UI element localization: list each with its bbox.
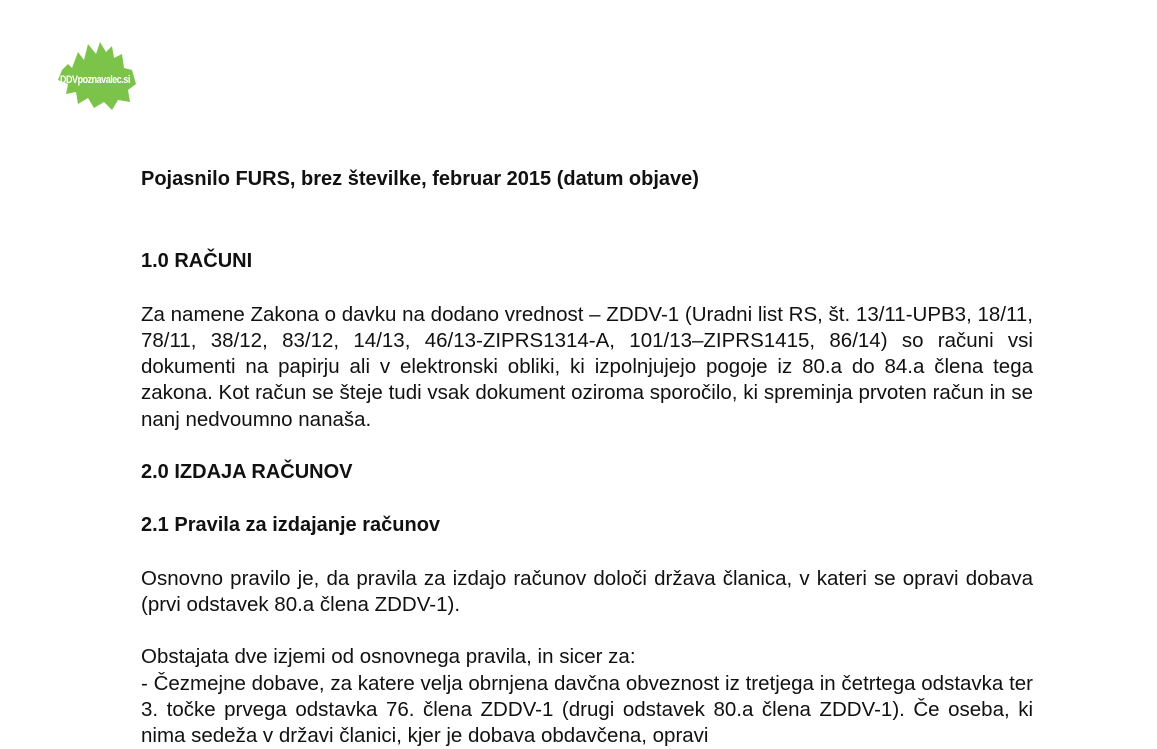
ddvpoznavalec-logo xyxy=(58,40,136,110)
list-item-cezmejne-dobave: - Čezmejne dobave, za katere velja obrnjena davčna obveznost iz tretjega in četrtega odstavka ter 3. točke prvega odstavka 76. člena ZDDV-1 (drugi odstavek 80.a člena ZDDV-1). Če oseba, ki nima sedeža v državi članici, kjer je dobava obdavčena, opravi xyxy=(141,671,1033,748)
paragraph-izjemi: Obstajata dve izjemi od osnovnega pravila, in sicer za: xyxy=(141,645,636,669)
section-heading-racuni: 1.0 RAČUNI xyxy=(141,250,253,273)
logo-text: DDVpoznavalec.si xyxy=(60,74,130,86)
paragraph-osnovno-pravilo: Osnovno pravilo je, da pravila za izdajo računov določi država članica, v kateri se opravi dobava (prvi odstavek 80.a člena ZDDV-1). xyxy=(141,566,1033,616)
subsection-heading-pravila: 2.1 Pravila za izdajanje računov xyxy=(141,514,441,537)
document-page xyxy=(141,166,1033,749)
document-title: Pojasnilo FURS, brez številke, februar 2015 (datum objave) xyxy=(141,168,699,190)
section-paragraph-racuni: Za namene Zakona o davku na dodano vrednost – ZDDV-1 (Uradni list RS, št. 13/11-UPB3, 18/11, 78/11, 38/12, 83/12, 14/13, 46/13-ZIPRS1314-A, 101/13–ZIPRS1415, 86/14) so računi vsi dokumenti na papirju ali v elektronski obliki, ki izpolnjujejo pogoje iz 80.a do 84.a člena tega zakona. Kot račun se šteje tudi vsak dokument oziroma sporočilo, ki spreminja prvoten račun in se nanj nedvoumno nanaša. xyxy=(141,302,1033,431)
section-heading-izdaja-racunov: 2.0 IZDAJA RAČUNOV xyxy=(141,461,353,484)
